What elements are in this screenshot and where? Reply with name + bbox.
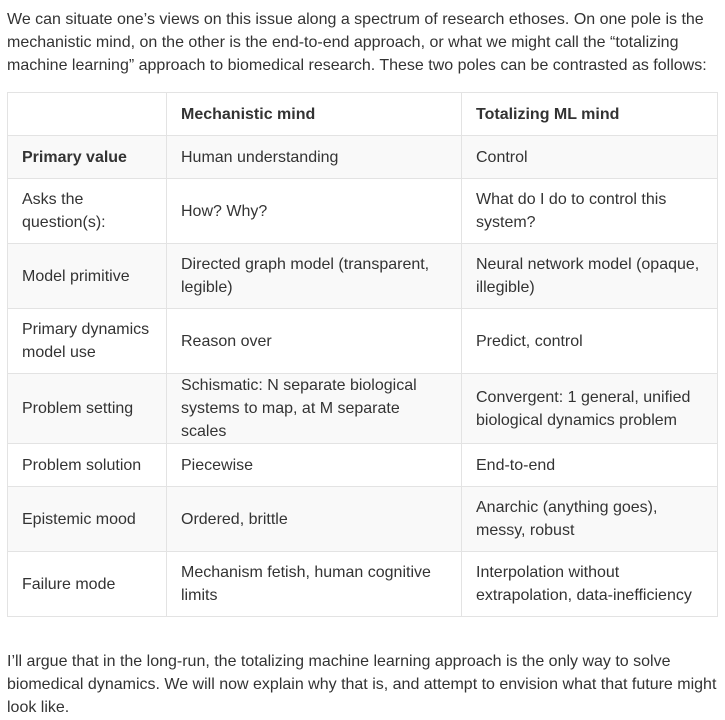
cell-mechanistic: Human understanding <box>167 136 462 179</box>
cell-mechanistic: Piecewise <box>167 444 462 487</box>
cell-mechanistic: Mechanism fetish, human cognitive limits <box>167 552 462 617</box>
table-row <box>8 244 718 309</box>
cell-ml: Control <box>462 136 718 179</box>
table-row <box>8 136 718 179</box>
cell-ml: Anarchic (anything goes), messy, robust <box>462 487 718 552</box>
table-header-corner <box>8 93 167 136</box>
cell-mechanistic: How? Why? <box>167 179 462 244</box>
row-label: Failure mode <box>8 552 167 617</box>
cell-ml: Interpolation without extrapolation, data-inefficiency <box>462 552 718 617</box>
cell-ml: What do I do to control this system? <box>462 179 718 244</box>
row-label: Primary value <box>8 136 167 179</box>
cell-ml: Convergent: 1 general, unified biological dynamics problem <box>462 374 718 444</box>
row-label: Epistemic mood <box>8 487 167 552</box>
table-row <box>8 374 718 444</box>
table-header-ml: Totalizing ML mind <box>462 93 718 136</box>
table-row <box>8 487 718 552</box>
outro-paragraph: I’ll argue that in the long-run, the totalizing machine learning approach is the only way to solve biomedical dynamics. We will now explain why that is, and attempt to envision what that future might look like. <box>7 653 717 716</box>
cell-ml: Neural network model (opaque, illegible) <box>462 244 718 309</box>
cell-mechanistic: Directed graph model (transparent, legible) <box>167 244 462 309</box>
row-label: Primary dynamics model use <box>8 309 167 374</box>
comparison-table <box>7 92 718 617</box>
cell-ml: End-to-end <box>462 444 718 487</box>
row-label: Asks the question(s): <box>8 179 167 244</box>
cell-mechanistic: Ordered, brittle <box>167 487 462 552</box>
table-header-mechanistic: Mechanistic mind <box>167 93 462 136</box>
cell-mechanistic: Reason over <box>167 309 462 374</box>
cell-mechanistic: Schismatic: N separate biological systems to map, at M separate scales <box>167 374 462 444</box>
table-row <box>8 444 718 487</box>
row-label: Model primitive <box>8 244 167 309</box>
table-row <box>8 552 718 617</box>
intro-paragraph: We can situate one’s views on this issue along a spectrum of research ethoses. On one pole is the mechanistic mind, on the other is the end-to-end approach, or what we might call the “totalizing machine learning” approach to biomedical research. These two poles can be contrasted as follows: <box>7 11 707 74</box>
table-row <box>8 309 718 374</box>
cell-ml: Predict, control <box>462 309 718 374</box>
row-label: Problem solution <box>8 444 167 487</box>
row-label: Problem setting <box>8 374 167 444</box>
table-row <box>8 179 718 244</box>
table-header-row <box>8 93 718 136</box>
